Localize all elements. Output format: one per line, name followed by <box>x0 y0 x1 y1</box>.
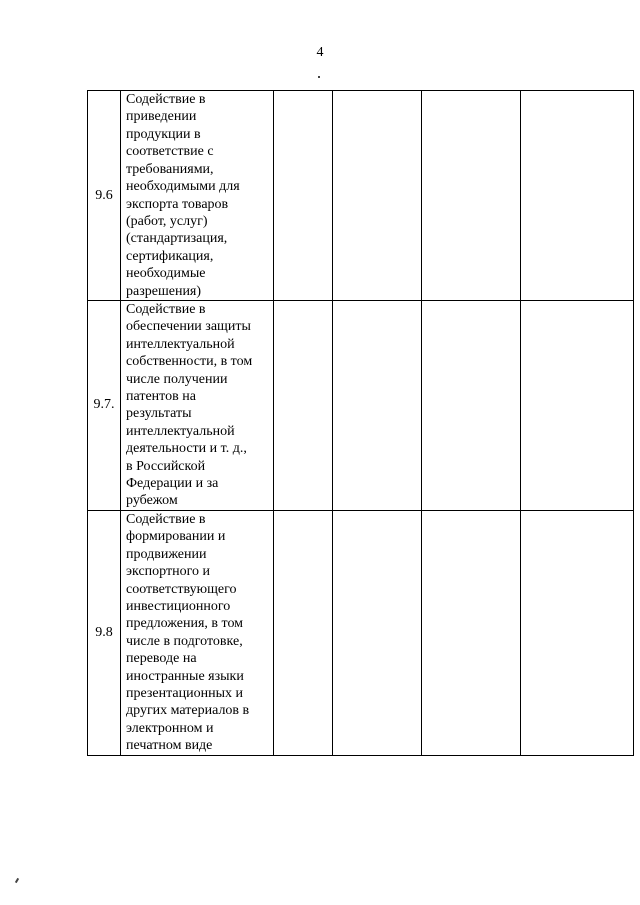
text-line: соответствующего <box>126 581 237 597</box>
text-line: числе в подготовке, <box>126 633 243 649</box>
text-line: формировании и <box>126 529 226 545</box>
scan-speck <box>318 76 320 78</box>
text-line: переводе на <box>126 651 197 667</box>
text-line: продукции в <box>126 126 201 142</box>
service-description-cell <box>121 91 274 301</box>
empty-cell <box>274 91 333 301</box>
empty-cell <box>521 91 634 301</box>
empty-cell <box>333 91 422 301</box>
text-line: других материалов в <box>126 703 250 719</box>
text-line: разрешения) <box>126 283 202 299</box>
text-line: интеллектуальной <box>126 336 235 352</box>
text-line: экспорта товаров <box>126 196 229 212</box>
text-line: (работ, услуг) <box>126 213 208 229</box>
text-line: результаты <box>126 406 192 422</box>
text-line: презентационных и <box>126 685 243 701</box>
text-line: соответствие с <box>126 144 214 160</box>
text-line: необходимыми для <box>126 179 240 195</box>
text-line: сертификация, <box>126 248 214 264</box>
empty-cell <box>521 301 634 511</box>
row-number-cell: 9.6 <box>88 91 121 301</box>
text-line: инвестиционного <box>126 598 231 614</box>
text-line: предложения, в том <box>126 616 244 632</box>
text-line: Содействие в <box>126 511 206 527</box>
text-line: электронном и <box>126 720 214 736</box>
text-line: продвижении <box>126 546 207 562</box>
empty-cell <box>333 510 422 755</box>
text-line: в Российской <box>126 458 206 474</box>
text-line: Федерации и за <box>126 476 219 492</box>
services-table <box>87 90 634 756</box>
text-line: рубежом <box>126 493 178 509</box>
text-line: необходимые <box>126 266 206 282</box>
empty-cell <box>521 510 634 755</box>
text-line: Содействие в <box>126 92 206 108</box>
text-line: патентов на <box>126 389 196 405</box>
service-description-cell <box>121 510 274 755</box>
text-line: числе получении <box>126 371 228 387</box>
text-line: деятельности и т. д., <box>126 441 247 457</box>
text-line: печатном виде <box>126 738 213 754</box>
table-row <box>88 301 634 511</box>
empty-cell <box>422 301 521 511</box>
text-line: требованиями, <box>126 161 214 177</box>
table-row <box>88 510 634 755</box>
text-line: Содействие в <box>126 302 206 317</box>
text-line: иностранные языки <box>126 668 244 684</box>
empty-cell <box>422 91 521 301</box>
text-line: (стандартизация, <box>126 231 228 247</box>
text-line: собственности, в том <box>126 354 253 370</box>
empty-cell <box>274 510 333 755</box>
page-number: 4 <box>316 45 324 60</box>
row-number-cell: 9.8 <box>88 510 121 755</box>
text-line: приведении <box>126 109 197 125</box>
empty-cell <box>422 510 521 755</box>
empty-cell <box>274 301 333 511</box>
empty-cell <box>333 301 422 511</box>
service-description-cell <box>121 301 274 511</box>
scan-speck <box>15 878 19 883</box>
row-number-cell: 9.7. <box>88 301 121 511</box>
table-row <box>88 91 634 301</box>
text-line: экспортного и <box>126 564 210 580</box>
text-line: интеллектуальной <box>126 423 235 439</box>
text-line: обеспечении защиты <box>126 319 251 335</box>
